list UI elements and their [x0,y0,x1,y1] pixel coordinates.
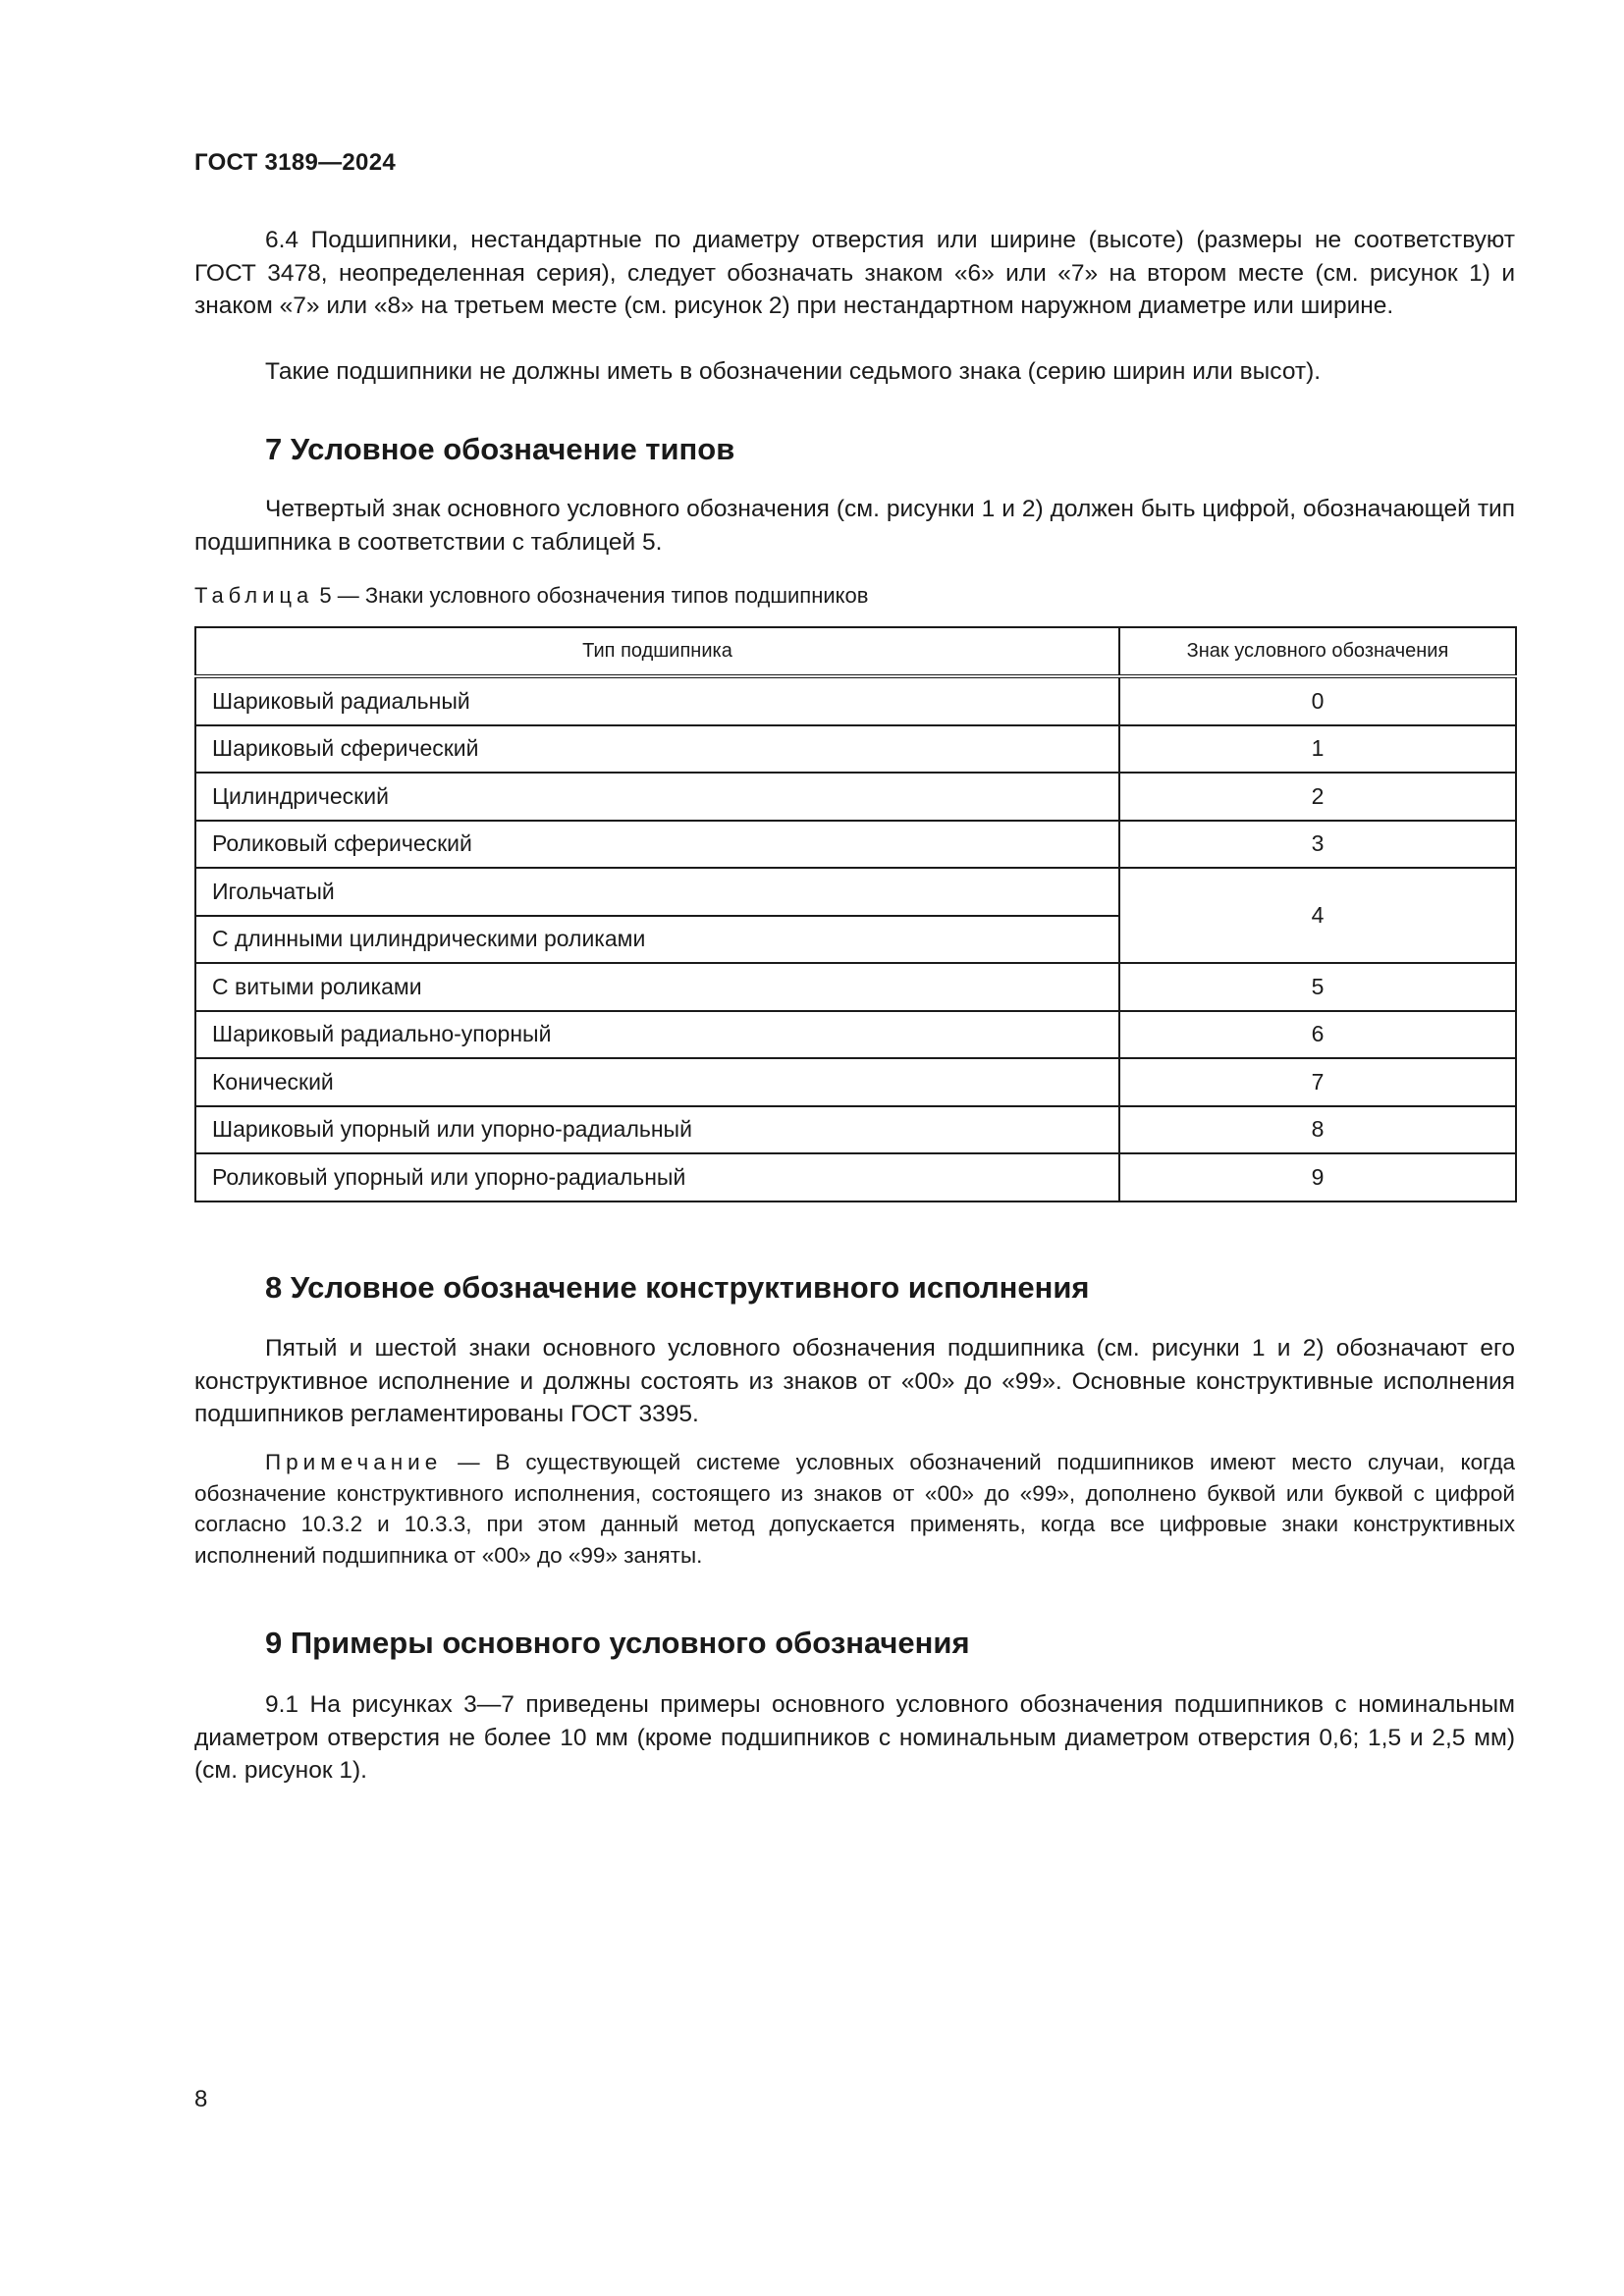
code-cell: 6 [1119,1011,1516,1059]
section-8-title: 8 Условное обозначение конструктивного исполнения [265,1270,1090,1305]
bearing-type-cell: С длинными цилиндрическими роликами [195,916,1119,964]
paragraph-6-4: 6.4 Подшипники, нестандартные по диаметру отверстия или ширине (высоте) (размеры не соответствуют ГОСТ 3478, неопределенная серия), следует обозначать знаком «6» или «7» на втором месте (см. рисунок 1) и знаком «7» или «8» на третьем месте (см. рисунок 2) при нестандартном наружном диаметре или ширине. [194,227,1515,319]
table-row [195,676,1516,725]
code-cell-merged: 4 [1119,868,1516,963]
document-header: ГОСТ 3189—2024 [194,149,397,176]
table-5-caption [194,583,868,609]
code-cell: 8 [1119,1106,1516,1154]
table-caption-text: 5 — Знаки условного обозначения типов подшипников [319,583,869,608]
table-row [195,821,1516,869]
code-cell: 0 [1119,676,1516,725]
note-text: — В существующей системе условных обозначений подшипников имеют место случаи, когда обозначение конструктивного исполнения, состоящего из знаков от «00» до «99», дополнено буквой или буквой с цифрой согласно 10.3.2 и 10.3.3, при этом данный метод допускается применять, когда все цифровые знаки конструктивных исполнений подшипника от «00» до «99» заняты. [194,1450,1515,1568]
table-row [195,1058,1516,1106]
bearing-type-cell: Шариковый радиально-упорный [195,1011,1119,1059]
code-cell: 7 [1119,1058,1516,1106]
section-9-text: 9.1 На рисунках 3—7 приведены примеры основного условного обозначения подшипников с номинальным диаметром отверстия не более 10 мм (кроме подшипников с номинальным диаметром отверстия 0,6; 1,5 и 2,5 мм) (см. рисунок 1). [194,1691,1515,1784]
section-7-title: 7 Условное обозначение типов [265,432,735,466]
section-7-text: Четвертый знак основного условного обозначения (см. рисунки 1 и 2) должен быть цифрой, обозначающей тип подшипника в соответствии с таблицей 5. [194,496,1515,556]
bearing-type-cell: Роликовый сферический [195,821,1119,869]
table-row [195,868,1516,916]
bearing-type-cell: Конический [195,1058,1119,1106]
note-word: Примечание [265,1450,443,1474]
section-8-text: Пятый и шестой знаки основного условного обозначения подшипника (см. рисунки 1 и 2) обозначают его конструктивное исполнение и должны состоять из знаков от «00» до «99». Основные конструктивные исполнения подшипников регламентированы ГОСТ 3395. [194,1335,1515,1427]
table-row [195,1106,1516,1154]
page-number: 8 [194,2086,208,2112]
code-cell: 2 [1119,773,1516,821]
code-cell: 5 [1119,963,1516,1011]
bearing-type-cell: Цилиндрический [195,773,1119,821]
section-8-note [194,1447,1515,1571]
bearing-type-cell: С витыми роликами [195,963,1119,1011]
bearing-type-cell: Шариковый упорный или упорно-радиальный [195,1106,1119,1154]
code-cell: 1 [1119,725,1516,774]
table-row [195,963,1516,1011]
header-code: Знак условного обозначения [1119,627,1516,676]
table-row [195,773,1516,821]
code-cell: 9 [1119,1153,1516,1201]
table-row [195,1153,1516,1201]
table-5 [194,626,1517,1202]
header-bearing-type: Тип подшипника [195,627,1119,676]
bearing-type-cell: Игольчатый [195,868,1119,916]
paragraph-6-4-continued: Такие подшипники не должны иметь в обозначении седьмого знака (серию ширин или высот). [265,358,1322,385]
table-row [195,1011,1516,1059]
table-row [195,725,1516,774]
table-caption-word: Таблица [194,583,314,608]
section-9-title: 9 Примеры основного условного обозначения [265,1626,970,1660]
code-cell: 3 [1119,821,1516,869]
bearing-type-cell: Шариковый сферический [195,725,1119,774]
table-header-row [195,627,1516,676]
bearing-type-cell: Роликовый упорный или упорно-радиальный [195,1153,1119,1201]
bearing-type-cell: Шариковый радиальный [195,676,1119,725]
